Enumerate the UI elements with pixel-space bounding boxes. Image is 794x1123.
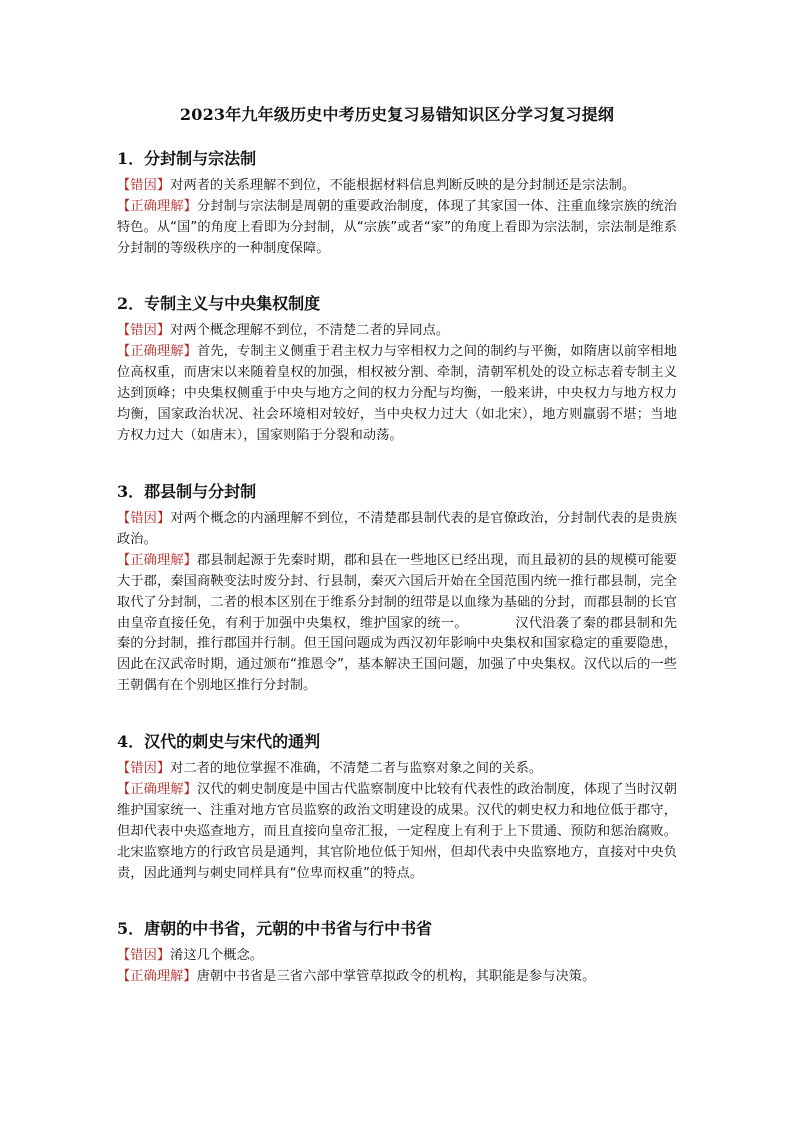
correct-understanding-text: 郡县制起源于先秦时期，郡和县在一些地区已经出现，而且最初的县的规模可能要大于郡，秦国商鞅变法时废分封、行县制，秦灭六国后开始在全国范围内统一推行郡县制，完全取代了分封制，二者的根本区别在于维系分封制的纽带是以血缘为基础的分封，而郡县制的长官由皇帝直接任免，有利于加强中央集权，维护国家的统一。 汉代沿袭了秦的郡县制和先秦的分封制，推行郡国并行制。但王国问题成为西汉初年影响中央集权和国家稳定的重要隐患，因此在汉武帝时期，通过颁布“推恩令”，基本解决王国问题，加强了中央集权。汉代以后的一些王朝偶有在个别地区推行分封制。	[117, 552, 677, 694]
section-3	[117, 481, 677, 697]
correct-understanding-tag: 【正确理解】	[117, 552, 198, 568]
error-cause-text: 对二者的地位掌握不准确，不清楚二者与监察对象之间的关系。	[170, 761, 543, 776]
error-cause-text: 对两个概念理解不到位，不清楚二者的异同点。	[170, 323, 450, 338]
error-cause-tag: 【错因】	[117, 761, 171, 776]
correct-understanding-text: 分封制与宗法制是周朝的重要政治制度，体现了其家国一体、注重血缘宗族的统治特色。从“国”的角度上看即为分封制，从“宗族”或者“家”的角度上看即为宗法制，宗法制是维系分封制的等级秩序的一种制度保障。	[117, 198, 677, 256]
error-cause-text: 对两个概念的内涵理解不到位，不清楚郡县制代表的是官僚政治，分封制代表的是贵族政治。	[117, 511, 677, 547]
correct-understanding-text: 唐朝中书省是三省六部中掌管草拟政令的机构，其职能是参与决策。	[196, 968, 596, 984]
correct-understanding-paragraph	[117, 967, 677, 988]
correct-understanding-paragraph	[117, 197, 677, 260]
error-cause-paragraph	[117, 759, 677, 780]
error-cause-paragraph	[117, 946, 677, 967]
correct-understanding-paragraph	[117, 342, 677, 447]
error-cause-text: 淆这几个概念。	[170, 948, 264, 963]
correct-understanding-text: 首先，专制主义侧重于君主权力与宰相权力之间的制约与平衡，如隋唐以前宰相地位高权重，而唐宋以来随着皇权的加强，相权被分割、牵制，清朝军机处的设立标志着专制主义达到顶峰；中央集权侧重于中央与地方之间的权力分配与均衡，一般来讲，中央权力与地方权力均衡，国家政治状况、社会环境相对较好，当中央权力过大（如北宋），地方则羸弱不堪；当地方权力过大（如唐末），国家则陷于分裂和动荡。	[117, 343, 677, 443]
document-title: 2023年九年级历史中考历史复习易错知识区分学习复习提纲	[179, 105, 615, 124]
error-cause-tag: 【错因】	[117, 323, 171, 338]
section-4	[117, 731, 677, 884]
section-2	[117, 293, 677, 446]
section-1	[117, 148, 677, 260]
correct-understanding-tag: 【正确理解】	[117, 198, 198, 214]
error-cause-paragraph	[117, 321, 677, 342]
correct-understanding-tag: 【正确理解】	[117, 968, 197, 984]
correct-understanding-paragraph	[117, 780, 677, 885]
error-cause-tag: 【错因】	[117, 511, 171, 526]
error-cause-paragraph	[117, 176, 677, 197]
correct-understanding-tag: 【正确理解】	[117, 781, 198, 797]
section-heading: 1．分封制与宗法制	[117, 149, 257, 168]
correct-understanding-text: 汉代的刺史制度是中国古代监察制度中比较有代表性的政治制度，体现了当时汉朝维护国家统一、注重对地方官员监察的政治文明建设的成果。汉代的刺史权力和地位低于郡守，但却代表中央巡查地方，而且直接向皇帝汇报，一定程度上有利于上下贯通、预防和惩治腐败。北宋监察地方的行政官员是通判，其官阶地位低于知州，但却代表中央监察地方，直接对中央负责，因此通判与刺史同样具有“位卑而权重”的特点。	[117, 781, 677, 881]
section-heading: 5．唐朝的中书省，元朝的中书省与行中书省	[117, 919, 433, 938]
section-5	[117, 918, 677, 988]
section-heading: 4．汉代的刺史与宋代的通判	[117, 732, 321, 751]
correct-understanding-paragraph	[117, 551, 677, 697]
section-heading: 2．专制主义与中央集权制度	[117, 294, 321, 313]
correct-understanding-tag: 【正确理解】	[117, 343, 198, 359]
error-cause-tag: 【错因】	[117, 178, 171, 193]
section-heading: 3．郡县制与分封制	[117, 482, 257, 501]
error-cause-tag: 【错因】	[117, 948, 171, 963]
error-cause-text: 对两者的关系理解不到位，不能根据材料信息判断反映的是分封制还是宗法制。	[170, 178, 636, 193]
error-cause-paragraph	[117, 509, 677, 551]
